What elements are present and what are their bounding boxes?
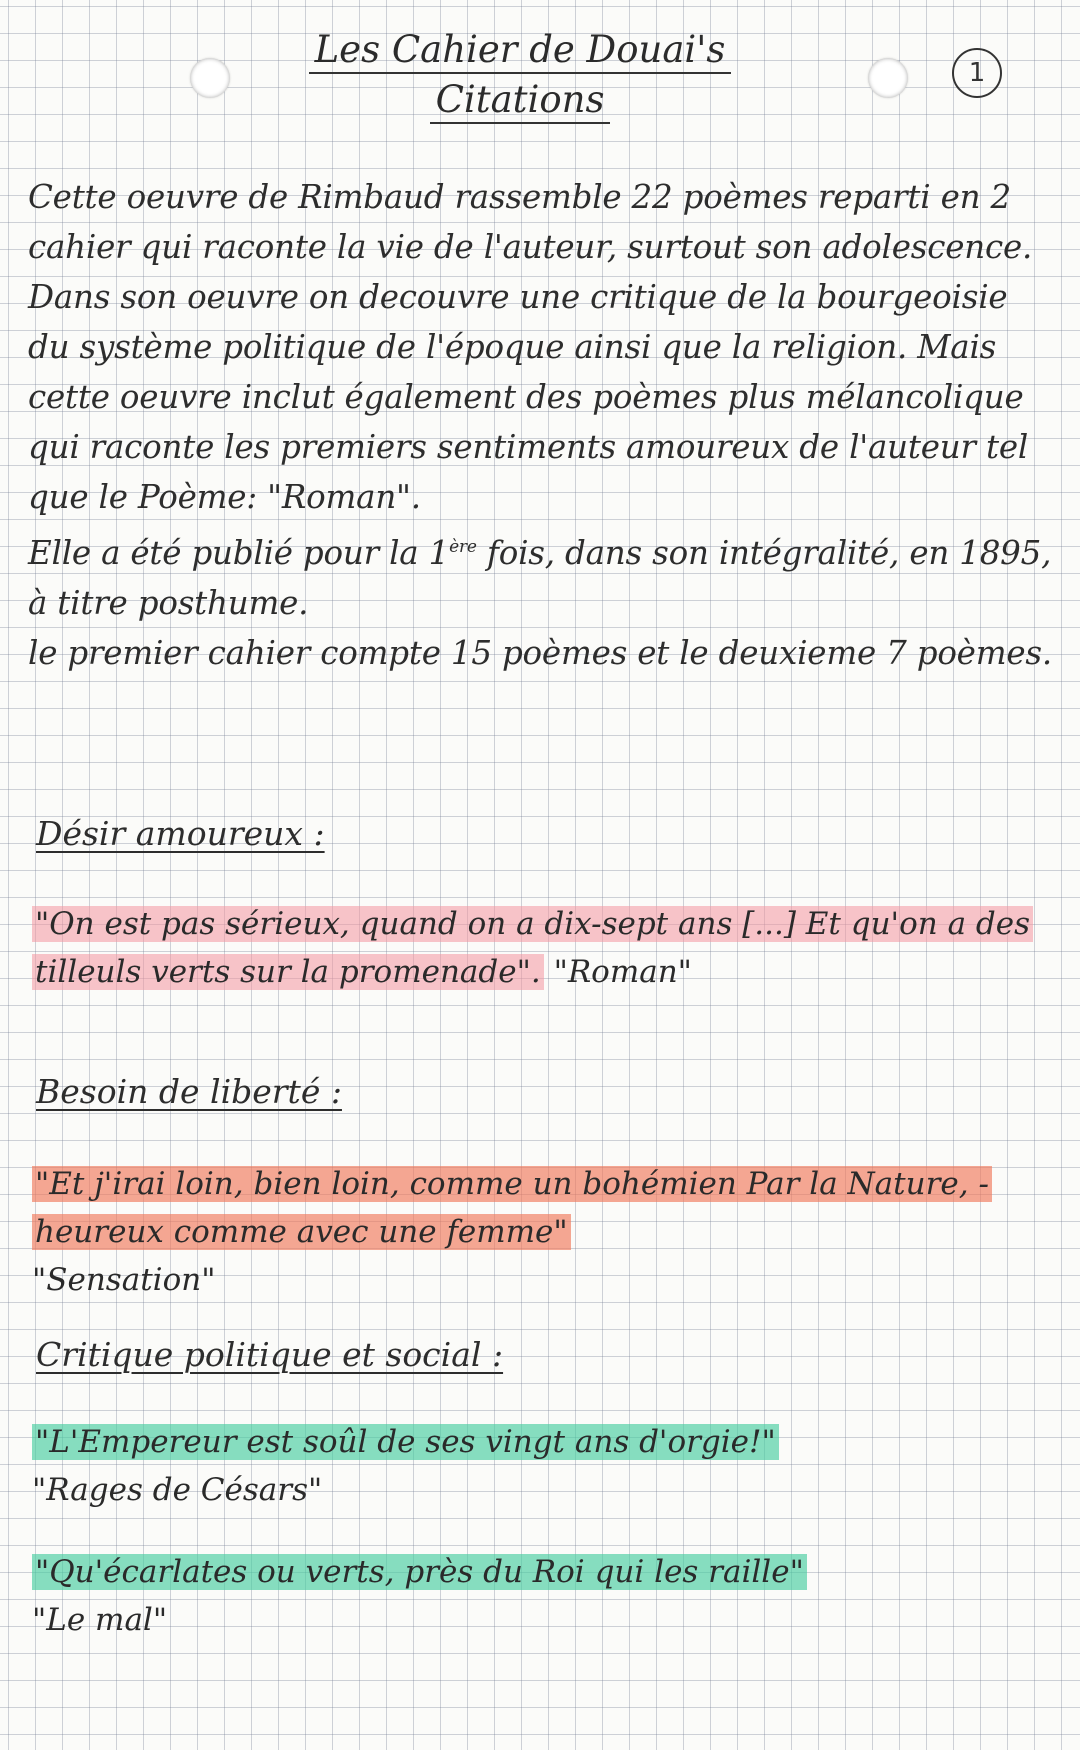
binder-hole-right <box>868 58 908 98</box>
quote-le-mal <box>32 1548 1062 1644</box>
quote-sensation-text: "Et j'irai loin, bien loin, comme un bohémien Par la Nature, - heureux comme avec une femme" <box>32 1166 992 1250</box>
quote-sensation <box>32 1160 1062 1304</box>
quote-roman <box>32 900 1062 996</box>
title-line-2: Citations <box>430 78 611 124</box>
intro-text <box>28 172 1058 678</box>
page-number: 1 <box>952 48 1002 98</box>
quote-rages-de-cesars <box>32 1418 1062 1514</box>
heading-desir-amoureux: Désir amoureux : <box>36 814 325 853</box>
intro-p2-sup: ère <box>449 537 477 557</box>
title-block <box>200 28 840 124</box>
intro-paragraph-3: le premier cahier compte 15 poèmes et le deuxieme 7 poèmes. <box>28 633 1052 672</box>
quote-mal-source: "Le mal" <box>32 1602 168 1638</box>
intro-paragraph-2 <box>28 522 1058 628</box>
quote-rages-source: "Rages de Césars" <box>32 1472 323 1508</box>
title-line-1: Les Cahier de Douai's <box>309 28 732 74</box>
quote-mal-text: "Qu'écarlates ou verts, près du Roi qui les raille" <box>32 1554 807 1590</box>
heading-critique-politique: Critique politique et social : <box>36 1335 504 1374</box>
quote-sensation-source: "Sensation" <box>32 1262 216 1298</box>
intro-p2-start: Elle a été publié pour la 1 <box>28 533 450 572</box>
intro-p2-end: fois, dans son intégralité, en 1895, à titre posthume. <box>28 533 1052 622</box>
intro-paragraph-1: Cette oeuvre de Rimbaud rassemble 22 poèmes reparti en 2 cahier qui raconte la vie de l'auteur, surtout son adolescence. Dans son oeuvre on decouvre une critique de la bourgeoisie du système politique de l'époque ainsi que la religion. Mais cette oeuvre inclut également des poèmes plus mélancolique qui raconte les premiers sentiments amoureux de l'auteur tel que le Poème: "Roman". <box>28 178 1033 516</box>
quote-roman-source: "Roman" <box>553 954 692 990</box>
heading-besoin-liberte: Besoin de liberté : <box>36 1072 342 1111</box>
quote-rages-text: "L'Empereur est soûl de ses vingt ans d'orgie!" <box>32 1424 779 1460</box>
quote-roman-text: "On est pas sérieux, quand on a dix-sept ans [...] Et qu'on a des tilleuls verts sur la promenade". <box>32 906 1033 990</box>
